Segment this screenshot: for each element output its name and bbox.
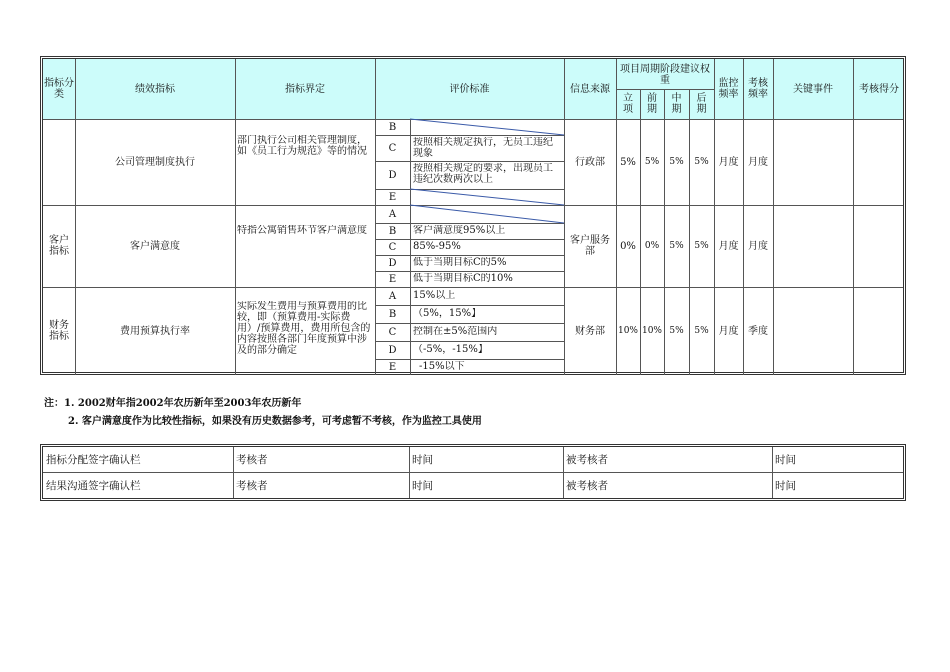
row2-grade-c: C (388, 241, 397, 253)
row1-grade-e: E (388, 191, 397, 203)
row1-grade-d-text: 按照相关规定的要求，出现员工违纪次数两次以上 (413, 163, 553, 185)
row2-definition: 特指公寓销售环节客户满意度 (237, 225, 367, 236)
header-stage-weight: 项目周期阶段建议权重 (620, 64, 710, 86)
row1-w3: 5% (669, 156, 684, 167)
row2-assess: 月度 (748, 240, 768, 252)
row2-w4: 5% (694, 240, 709, 251)
kpi-table (40, 56, 906, 375)
row1-grade-d: D (388, 169, 397, 181)
row2-category: 客户指标 (49, 235, 69, 257)
sign1-assessee[interactable]: 被考核者 (566, 454, 608, 466)
header-score: 考核得分 (859, 83, 899, 95)
row3-w3: 5% (669, 325, 684, 336)
row2-w1: 0% (620, 240, 636, 252)
sign2-label: 结果沟通签字确认栏 (46, 480, 141, 492)
row3-grade-b: B (388, 308, 397, 320)
header-definition: 指标界定 (285, 83, 325, 95)
row1-monitor: 月度 (718, 156, 739, 168)
row2-grade-b: B (388, 225, 397, 237)
header-stage2: 前期 (647, 93, 657, 115)
row2-grade-d: D (388, 257, 397, 269)
row2-w3: 5% (669, 240, 684, 251)
row3-grade-a-text: 15%以上 (413, 290, 456, 301)
row3-grade-a: A (388, 290, 397, 302)
row3-assess: 季度 (748, 325, 768, 337)
row2-grade-d-text: 低于当期目标C的5% (413, 257, 507, 268)
row3-grade-c-text: 控制在±5%范围内 (413, 326, 498, 337)
sign1-time[interactable]: 时间 (412, 454, 433, 466)
row3-grade-d-text: （-5%，-15%】 (413, 344, 488, 355)
row3-grade-e-text: -15%以下 (419, 361, 465, 372)
note-2: 2. 客户满意度作为比较性指标，如果没有历史数据参考，可考虑暂不考核，作为监控工具使用 (68, 416, 482, 427)
sign2-assessor[interactable]: 考核者 (236, 480, 268, 492)
row3-grade-e: E (388, 361, 397, 373)
row1-assess: 月度 (748, 156, 768, 168)
header-category: 指标分类 (44, 78, 74, 100)
row3-w4: 5% (694, 325, 709, 336)
row3-grade-d: D (388, 344, 397, 356)
sign1-assessor[interactable]: 考核者 (236, 454, 268, 466)
row3-grade-c: C (388, 326, 397, 338)
row2-kpi: 客户满意度 (130, 240, 180, 252)
row1-source: 行政部 (575, 156, 605, 168)
header-criteria: 评价标准 (449, 83, 490, 95)
note-1: 注：1. 2002财年指2002年农历新年至2003年农历新年 (44, 398, 302, 409)
header-stage4: 后期 (696, 93, 707, 115)
row3-kpi: 费用预算执行率 (120, 325, 190, 337)
row1-kpi: 公司管理制度执行 (115, 156, 195, 168)
row3-grade-b-text: （5%，15%】 (413, 308, 482, 319)
row2-grade-c-text: 85%-95% (413, 241, 461, 252)
sign2-time[interactable]: 时间 (412, 480, 433, 492)
row1-w4: 5% (694, 156, 709, 167)
row1-w1: 5% (620, 156, 636, 168)
row2-grade-e-text: 低于当期目标C的10% (413, 273, 513, 284)
header-monitor-freq: 监控频率 (718, 78, 739, 100)
row3-definition: 实际发生费用与预算费用的比较，即（预算费用-实际费用）/预算费用，费用所包含的内容按照各部门年度预算中涉及的部分确定 (237, 301, 371, 356)
row3-w1: 10% (617, 325, 638, 336)
row3-monitor: 月度 (718, 325, 739, 337)
row1-grade-b: B (388, 121, 397, 133)
header-assess-freq: 考核频率 (748, 78, 768, 100)
row1-grade-c-text: 按照相关规定执行，无员工违纪现象 (413, 137, 553, 159)
header-source: 信息来源 (570, 83, 610, 95)
row3-w2: 10% (641, 325, 662, 336)
header-key-events: 关键事件 (793, 83, 833, 95)
row2-w2: 0% (644, 240, 660, 251)
sign2-time2[interactable]: 时间 (775, 480, 796, 492)
row3-category: 财务指标 (49, 320, 69, 342)
row2-grade-e: E (388, 273, 397, 285)
sign2-assessee[interactable]: 被考核者 (566, 480, 608, 492)
row1-w2: 5% (644, 156, 660, 167)
row2-grade-a: A (388, 208, 397, 220)
row2-source: 客户服务部 (570, 235, 610, 257)
row1-definition: 部门执行公司相关管理制度，如《员工行为规范》等的情况 (237, 135, 367, 157)
header-stage1: 立项 (623, 93, 633, 115)
row3-source: 财务部 (575, 325, 605, 337)
row2-monitor: 月度 (718, 240, 739, 252)
row2-grade-b-text: 客户满意度95%以上 (413, 225, 506, 236)
header-kpi: 绩效指标 (135, 83, 175, 95)
row1-grade-c: C (388, 142, 397, 154)
header-stage3: 中期 (671, 93, 682, 115)
signature-table (40, 444, 906, 501)
sign1-time2[interactable]: 时间 (775, 454, 796, 466)
sign1-label: 指标分配签字确认栏 (46, 454, 141, 466)
